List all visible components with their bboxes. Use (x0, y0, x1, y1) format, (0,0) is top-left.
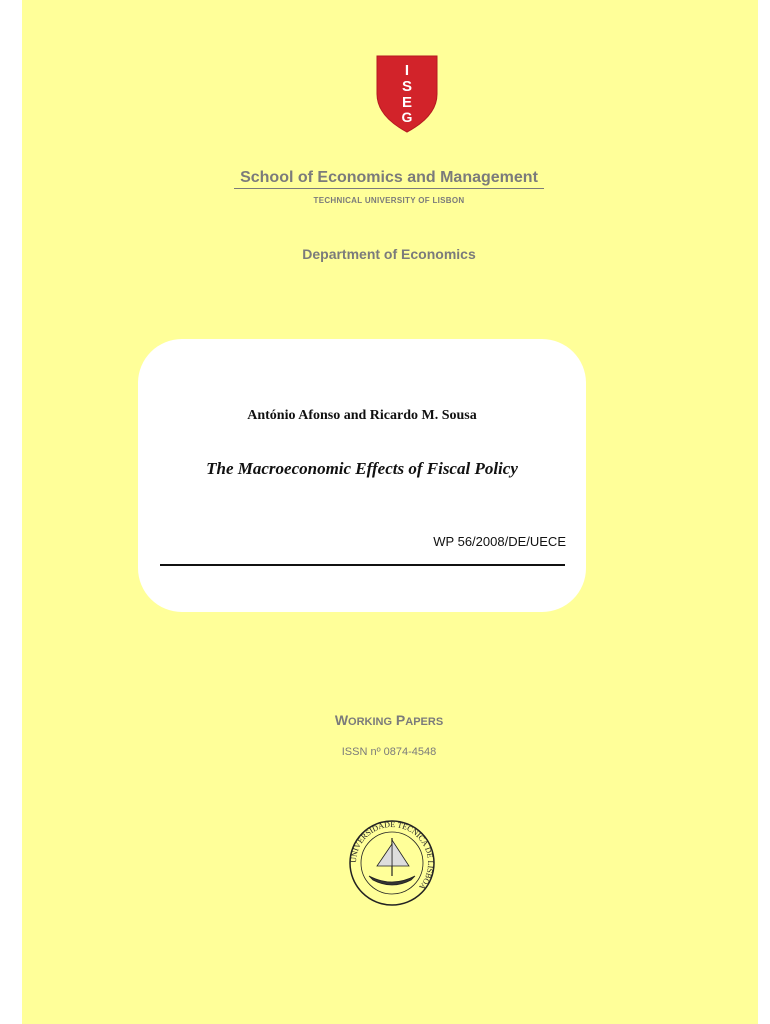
authors: António Afonso and Ricardo M. Sousa (247, 408, 477, 423)
university-name: TECHNICAL UNIVERSITY OF LISBON (313, 196, 465, 205)
svg-text:S: S (401, 78, 413, 95)
wp-initial-w: W (334, 712, 349, 728)
title-card (138, 339, 586, 612)
svg-text:G: G (401, 109, 413, 125)
working-papers-label (234, 712, 544, 728)
school-name: School of Economics and Management (234, 169, 544, 189)
wp-initial-p: P (395, 712, 406, 728)
issn-number: ISSN nº 0874-4548 (341, 746, 437, 758)
iseg-logo (375, 54, 439, 134)
paper-title: The Macroeconomic Effects of Fiscal Policy (206, 459, 518, 478)
seal-text: UNIVERSIDADE TECNICA DE LISBOA (348, 819, 436, 892)
working-paper-number: WP 56/2008/DE/UECE (433, 534, 566, 549)
svg-text:E: E (401, 94, 413, 111)
university-seal-icon (347, 818, 437, 908)
svg-text:I: I (404, 62, 410, 79)
wp-rest-apers: APERS (405, 716, 444, 728)
wp-rest-orking: ORKING (348, 716, 393, 728)
department-name: Department of Economics (302, 246, 476, 262)
divider-rule (160, 564, 565, 566)
